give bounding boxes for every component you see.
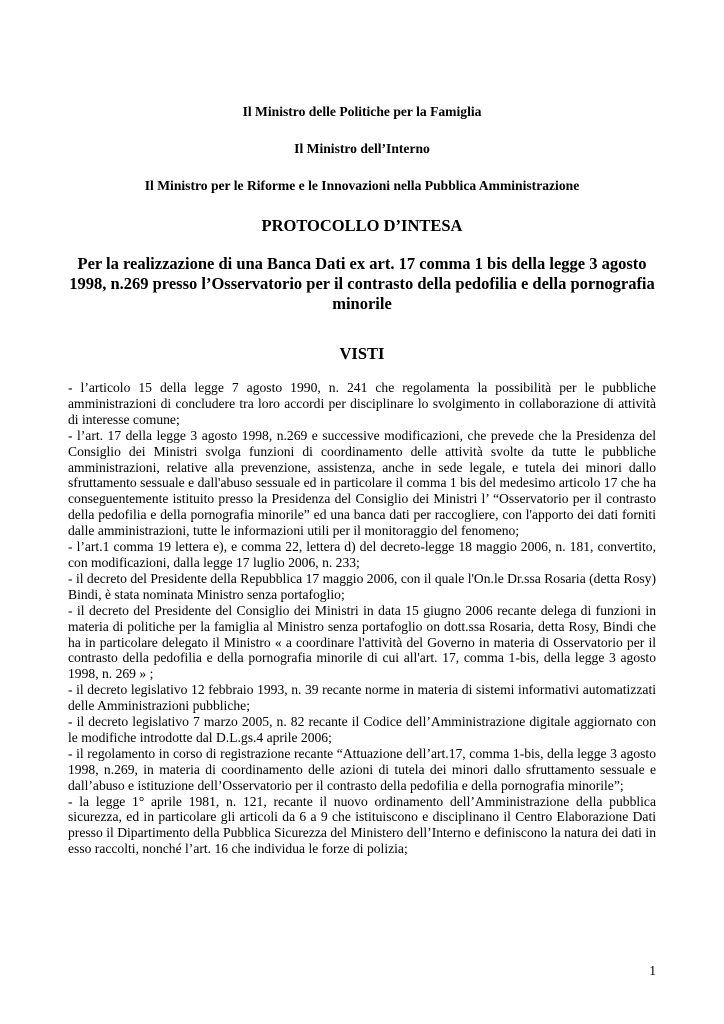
document-title: PROTOCOLLO D’INTESA <box>261 216 463 235</box>
section-heading-visti: VISTI <box>339 344 385 363</box>
list-item: - la legge 1° aprile 1981, n. 121, recante il nuovo ordinamento dell’Amministrazione della pubblica sicurezza, ed in particolare gli articoli da 6 a 9 che istituiscono e disciplinano il Centro Elaborazione Dati presso il Dipartimento della Pubblica Sicurezza del Ministero dell’Interno e definiscono la natura dei dati in esso raccolti, nonché l’art. 16 che individua le forze di polizia; <box>68 793 656 857</box>
list-item: - l’art. 17 della legge 3 agosto 1998, n.269 e successive modificazioni, che prevede che la Presidenza del Consiglio dei Ministri svolga funzioni di coordinamento delle attività svolte da tutte le pubbliche amministrazioni, relative alla prevenzione, assistenza, anche in sede legale, e tutela dei minori dallo sfruttamento sessuale e dall'abuso sessuale ed in particolare il comma 1 bis del medesimo articolo 17 che ha conseguentemente istituito presso la Presidenza del Consiglio dei Ministri l’ “Osservatorio per il contrasto della pedofilia e della pornografia minorile” ed una banca dati per raccogliere, con l'apporto dei dati forniti dalle amministrazioni, tutte le informazioni utili per il monitoraggio del fenomeno; <box>68 427 656 539</box>
page-number: 1 <box>649 963 656 978</box>
list-item: - il decreto del Presidente del Consiglio dei Ministri in data 15 giugno 2006 recante delega di funzioni in materia di politiche per la famiglia al Ministro senza portafoglio on dott.ssa Rosaria, detta Rosy, Bindi che ha in particolare delegato il Ministro « a coordinare l'attività del Governo in materia di Osservatorio per il contrasto della pedofilia e della pornografia minorile di cui all'art. 17, comma 1-bis, della legge 3 agosto 1998, n. 269 » ; <box>68 602 656 682</box>
visti-list <box>68 380 656 857</box>
list-item: - l’articolo 15 della legge 7 agosto 1990, n. 241 che regolamenta la possibilità per le pubbliche amministrazioni di concludere tra loro accordi per disciplinare lo svolgimento in collaborazione di attività di interesse comune; <box>68 380 656 427</box>
document-subtitle: Per la realizzazione di una Banca Dati ex art. 17 comma 1 bis della legge 3 agosto 1998, n.269 presso l’Osservatorio per il contrasto della pedofilia e della pornografia minorile <box>69 254 655 313</box>
ministers-header <box>0 103 724 194</box>
minister-reforms-heading: Il Ministro per le Riforme e le Innovazioni nella Pubblica Amministrazione <box>144 178 580 193</box>
list-item: - il decreto legislativo 7 marzo 2005, n. 82 recante il Codice dell’Amministrazione digitale aggiornato con le modifiche introdotte dal D.L.gs.4 aprile 2006; <box>68 714 656 745</box>
list-item: - l’art.1 comma 19 lettera e), e comma 22, lettera d) del decreto-legge 18 maggio 2006, n. 181, convertito, con modificazioni, dalla legge 17 luglio 2006, n. 233; <box>68 539 656 570</box>
list-item: - il regolamento in corso di registrazione recante “Attuazione dell’art.17, comma 1-bis, della legge 3 agosto 1998, n.269, in materia di coordinamento delle azioni di tutela dei minori dallo sfruttamento sessuale e dall’abuso e istituzione dell’Osservatorio per il contrasto della pedofilia e della pornografia minorile”; <box>68 745 656 793</box>
minister-interior-heading: Il Ministro dell’Interno <box>294 141 430 156</box>
minister-family-heading: Il Ministro delle Politiche per la Famiglia <box>242 104 482 119</box>
list-item: - il decreto legislativo 12 febbraio 1993, n. 39 recante norme in materia di sistemi informativi automatizzati delle Amministrazioni pubbliche; <box>68 682 656 714</box>
list-item: - il decreto del Presidente della Repubblica 17 maggio 2006, con il quale l'On.le Dr.ssa Rosaria (detta Rosy) Bindi, è stata nominata Ministro senza portafoglio; <box>68 570 656 602</box>
